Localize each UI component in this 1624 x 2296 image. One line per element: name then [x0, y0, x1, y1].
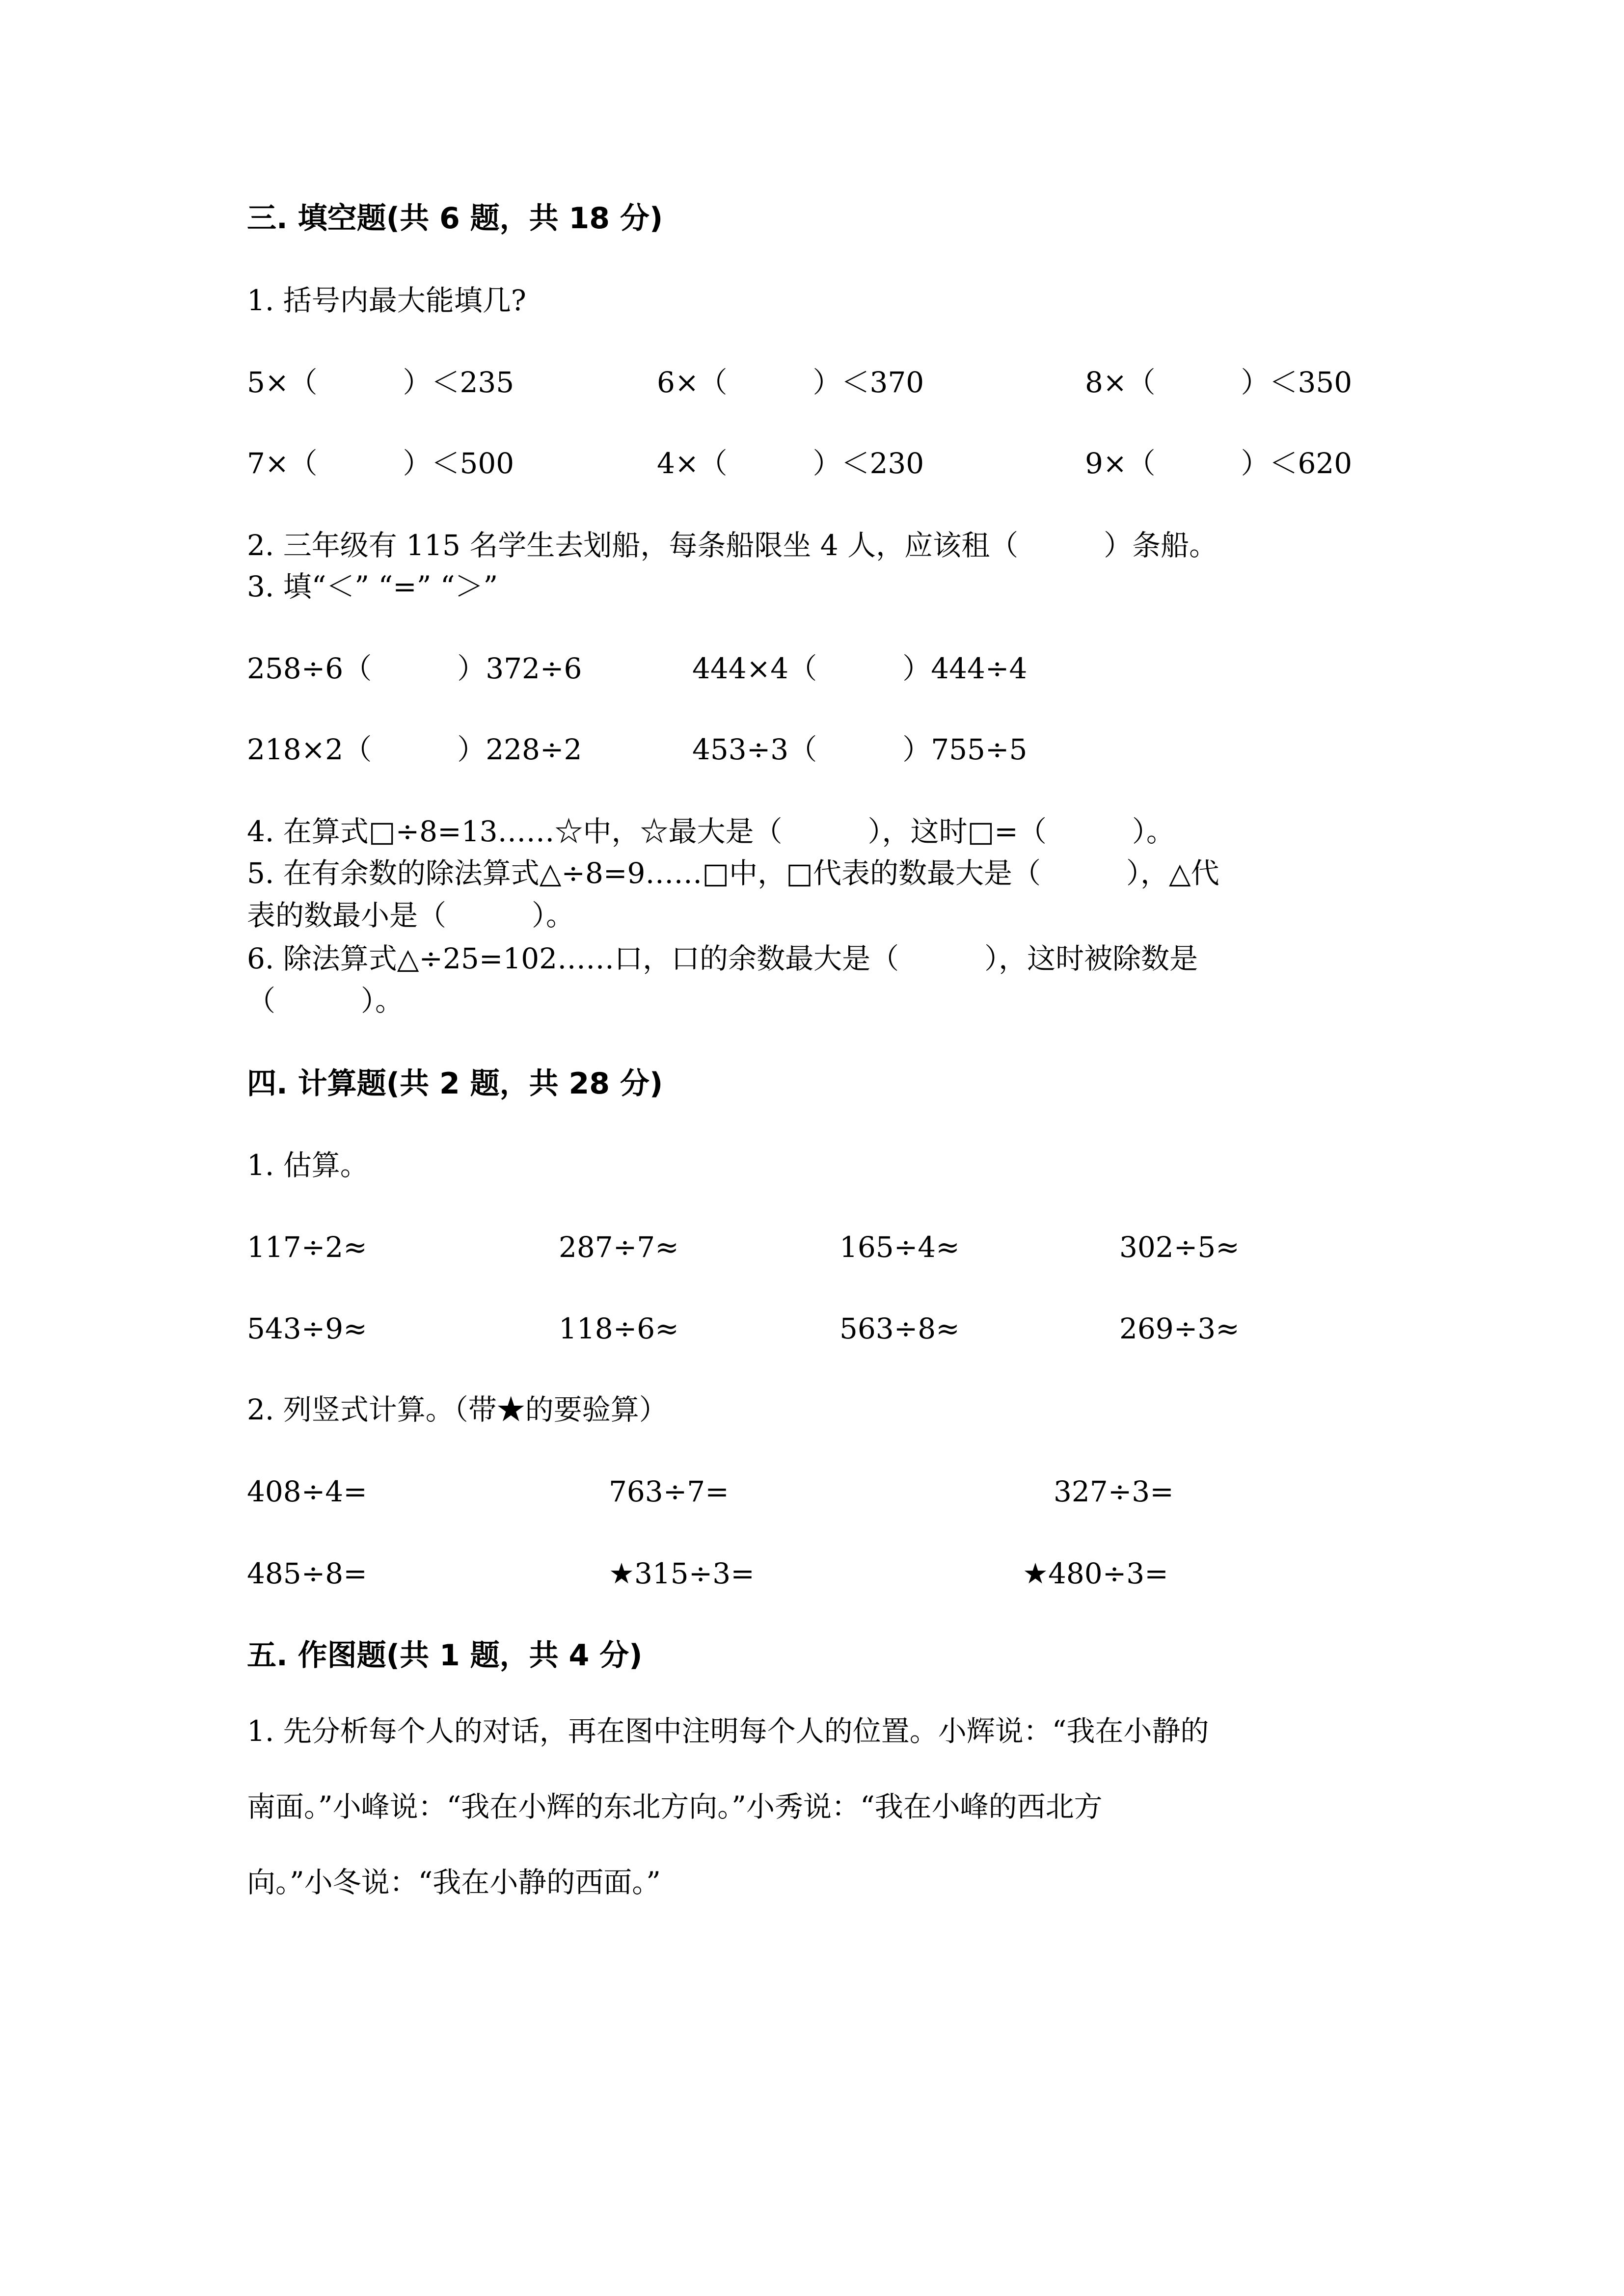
q4-2-item: 485÷8=: [247, 1557, 367, 1590]
q3-6-line1: 6. 除法算式△÷25=102……口，口的余数最大是（ ），这时被除数是: [247, 942, 1198, 975]
q3-1-item: 5×（ ）＜235: [247, 366, 514, 399]
q4-1-item: 543÷9≈: [247, 1312, 367, 1345]
q4-2-item: 408÷4=: [247, 1475, 367, 1508]
q4-1-stem: 1. 估算。: [247, 1148, 369, 1182]
q3-3-item: 258÷6（ ）372÷6: [247, 652, 582, 685]
q4-1-item: 302÷5≈: [1119, 1230, 1240, 1264]
q3-3-item: 218×2（ ）228÷2: [247, 733, 582, 766]
q3-4-text: 4. 在算式□÷8=13……☆中，☆最大是（ ），这时□=（ ）。: [247, 815, 1175, 848]
q3-3-item: 453÷3（ ）755÷5: [692, 733, 1028, 766]
q3-5-line1: 5. 在有余数的除法算式△÷8=9……□中，□代表的数最大是（ ），△代: [247, 856, 1219, 890]
q3-2-text: 2. 三年级有 115 名学生去划船，每条船限坐 4 人，应该租（ ）条船。: [247, 529, 1218, 562]
q3-1-item: 4×（ ）＜230: [657, 447, 924, 480]
q4-2-item: ★315÷3=: [609, 1557, 755, 1590]
section-3-title: 三. 填空题(共 6 题，共 18 分): [247, 201, 663, 236]
q4-1-item: 287÷7≈: [559, 1230, 679, 1264]
q5-1-line1: 1. 先分析每个人的对话，再在图中注明每个人的位置。小辉说：“我在小静的: [247, 1714, 1209, 1748]
q3-5-line2: 表的数最小是（ ）。: [247, 899, 575, 932]
q3-1-item: 7×（ ）＜500: [247, 447, 514, 480]
q3-1-item: 6×（ ）＜370: [657, 366, 924, 399]
q4-1-item: 118÷6≈: [559, 1312, 679, 1345]
q3-1-stem: 1. 括号内最大能填几?: [247, 284, 526, 317]
q4-1-item: 269÷3≈: [1119, 1312, 1240, 1345]
q4-2-item: ★480÷3=: [1023, 1557, 1168, 1590]
q4-1-item: 563÷8≈: [839, 1312, 960, 1345]
q4-2-item: 763÷7=: [609, 1475, 729, 1508]
section-4-title: 四. 计算题(共 2 题，共 28 分): [247, 1067, 663, 1101]
q5-1-line2: 南面。”小峰说：“我在小辉的东北方向。”小秀说：“我在小峰的西北方: [247, 1790, 1103, 1823]
q4-2-stem: 2. 列竖式计算。（带★的要验算）: [247, 1393, 668, 1426]
q4-1-item: 117÷2≈: [247, 1230, 367, 1264]
q4-2-item: 327÷3=: [1054, 1475, 1174, 1508]
q3-3-stem: 3. 填“＜” “=” “＞”: [247, 570, 498, 603]
q5-1-line3: 向。”小冬说：“我在小静的西面。”: [247, 1866, 661, 1899]
q3-1-item: 9×（ ）＜620: [1085, 447, 1353, 480]
q3-3-item: 444×4（ ）444÷4: [692, 652, 1028, 685]
section-5-title: 五. 作图题(共 1 题，共 4 分): [247, 1638, 643, 1673]
q3-1-item: 8×（ ）＜350: [1085, 366, 1353, 399]
q3-6-line2: （ ）。: [247, 984, 404, 1017]
q4-1-item: 165÷4≈: [839, 1230, 960, 1264]
